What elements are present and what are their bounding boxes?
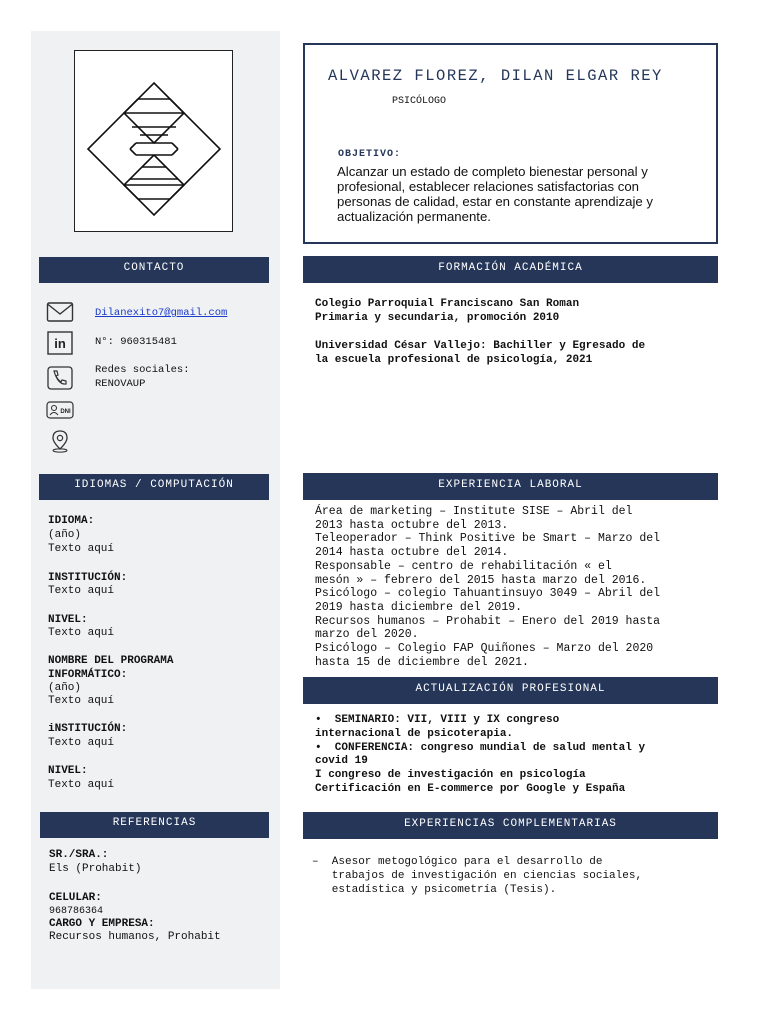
complementary-line: estadística y psicometría (Tesis).	[312, 884, 557, 896]
experience-line: Teleoperador – Think Positive be Smart – Marzo del	[315, 532, 661, 546]
complementary-section-bar	[303, 812, 718, 839]
diamond-logo-icon	[74, 51, 233, 231]
programa-text: Texto aquí	[48, 695, 115, 707]
nivel-text: Texto aquí	[48, 627, 115, 639]
complementary-title: EXPERIENCIAS COMPLEMENTARIAS	[404, 818, 617, 830]
experience-line: marzo del 2020.	[315, 628, 419, 642]
languages-section-bar	[39, 474, 269, 500]
experience-title: EXPERIENCIA LABORAL	[438, 479, 583, 491]
linkedin-icon[interactable]	[46, 331, 74, 355]
education-line: Primaria y secundaria, promoción 2010	[315, 312, 560, 324]
education-section-bar	[303, 256, 718, 283]
updates-line: covid 19	[315, 755, 368, 768]
experience-section-bar	[303, 473, 718, 500]
profession: PSICÓLOGO	[392, 96, 447, 107]
updates-title: ACTUALIZACIÓN PROFESIONAL	[415, 683, 606, 695]
nivel2-label: NIVEL:	[48, 765, 88, 777]
experience-line: 2013 hasta octubre del 2013.	[315, 518, 509, 532]
experience-line: Responsable – centro de rehabilitación « el	[315, 559, 612, 573]
programa-label-2: INFORMÁTICO:	[48, 669, 128, 681]
dni-icon	[46, 398, 74, 422]
education-line: Universidad César Vallejo: Bachiller y Egresado de	[315, 340, 646, 352]
idioma-label: IDIOMA:	[48, 515, 95, 527]
mail-icon	[46, 300, 74, 324]
education-line: Colegio Parroquial Franciscano San Roman	[315, 298, 580, 310]
contact-title: CONTACTO	[123, 262, 185, 274]
experience-line: Psicólogo – Colegio FAP Quiñones – Marzo del 2020	[315, 642, 654, 655]
programa-year: (año)	[48, 682, 82, 694]
updates-line: Certificación en E-commerce por Google y España	[315, 783, 626, 795]
phone-number: N°: 960315481	[95, 336, 177, 348]
institucion2-text: Texto aquí	[48, 737, 115, 749]
idioma-year: (año)	[48, 529, 82, 541]
experience-line: Psicólogo – colegio Tahuantinsuyo 3049 – Abril del	[315, 587, 661, 601]
updates-line: • CONFERENCIA: congreso mundial de salud mental y	[315, 741, 646, 754]
complementary-line: – Asesor metogológico para el desarrollo de	[312, 856, 603, 868]
svg-text:DNI: DNI	[60, 409, 71, 415]
svg-text:in: in	[54, 336, 66, 351]
ref-cargo-label: CARGO Y EMPRESA:	[49, 918, 155, 930]
phone-icon	[46, 366, 74, 390]
full-name: ALVAREZ FLOREZ, DILAN ELGAR REY	[328, 67, 663, 85]
experience-line: hasta 15 de diciembre del 2021.	[315, 655, 529, 669]
location-icon	[46, 429, 74, 453]
references-title: REFERENCIAS	[112, 817, 197, 829]
header-card	[303, 43, 718, 244]
nivel-label: NIVEL:	[48, 614, 88, 626]
social-label: Redes sociales:	[95, 364, 190, 376]
logo-frame	[74, 50, 233, 232]
ref-sr-value: Els (Prohabit)	[49, 863, 142, 875]
updates-line: internacional de psicoterapia.	[315, 727, 514, 740]
institucion-text: Texto aquí	[48, 585, 115, 597]
updates-section-bar	[303, 677, 718, 704]
complementary-line: trabajos de investigación en ciencias sociales,	[312, 870, 643, 882]
ref-cargo-value: Recursos humanos, Prohabit	[49, 931, 221, 943]
ref-cel-label: CELULAR:	[49, 892, 102, 904]
ref-sr-label: SR./SRA.:	[49, 849, 109, 861]
updates-line: I congreso de investigación en psicología	[315, 769, 586, 782]
experience-line: Área de marketing – Institute SISE – Abril del	[315, 505, 633, 518]
experience-line: 2014 hasta octubre del 2014.	[315, 546, 509, 560]
objective-label: OBJETIVO:	[338, 149, 402, 160]
email-link[interactable]: Dilanexito7@gmail.com	[95, 307, 228, 319]
institucion-label: INSTITUCIÓN:	[48, 572, 128, 584]
experience-line: Recursos humanos – Prohabit – Enero del 2019 hasta	[315, 614, 661, 628]
programa-label-1: NOMBRE DEL PROGRAMA	[48, 655, 174, 667]
education-line: la escuela profesional de psicología, 2021	[315, 354, 593, 366]
contact-section-bar	[39, 257, 269, 283]
experience-line: 2019 hasta diciembre del 2019.	[315, 600, 523, 614]
objective-text: Alcanzar un estado de completo bienestar personal y profesional, establecer relaciones satisfactorias con personas de calidad, estar en constante aprendizaje y actualización permanente.	[337, 164, 653, 224]
ref-cel-value: 968786364	[49, 906, 104, 917]
experience-line: mesón » – febrero del 2015 hasta marzo del 2016.	[315, 573, 647, 587]
nivel2-text: Texto aquí	[48, 779, 115, 791]
languages-title: IDIOMAS / COMPUTACIÓN	[74, 479, 234, 491]
updates-line: • SEMINARIO: VII, VIII y IX congreso	[315, 714, 560, 726]
idioma-text: Texto aquí	[48, 543, 115, 555]
references-section-bar	[40, 812, 269, 838]
social-value: RENOVAUP	[95, 378, 146, 390]
institucion2-label: iNSTITUCIÓN:	[48, 723, 128, 735]
education-title: FORMACIÓN ACADÉMICA	[438, 262, 583, 274]
